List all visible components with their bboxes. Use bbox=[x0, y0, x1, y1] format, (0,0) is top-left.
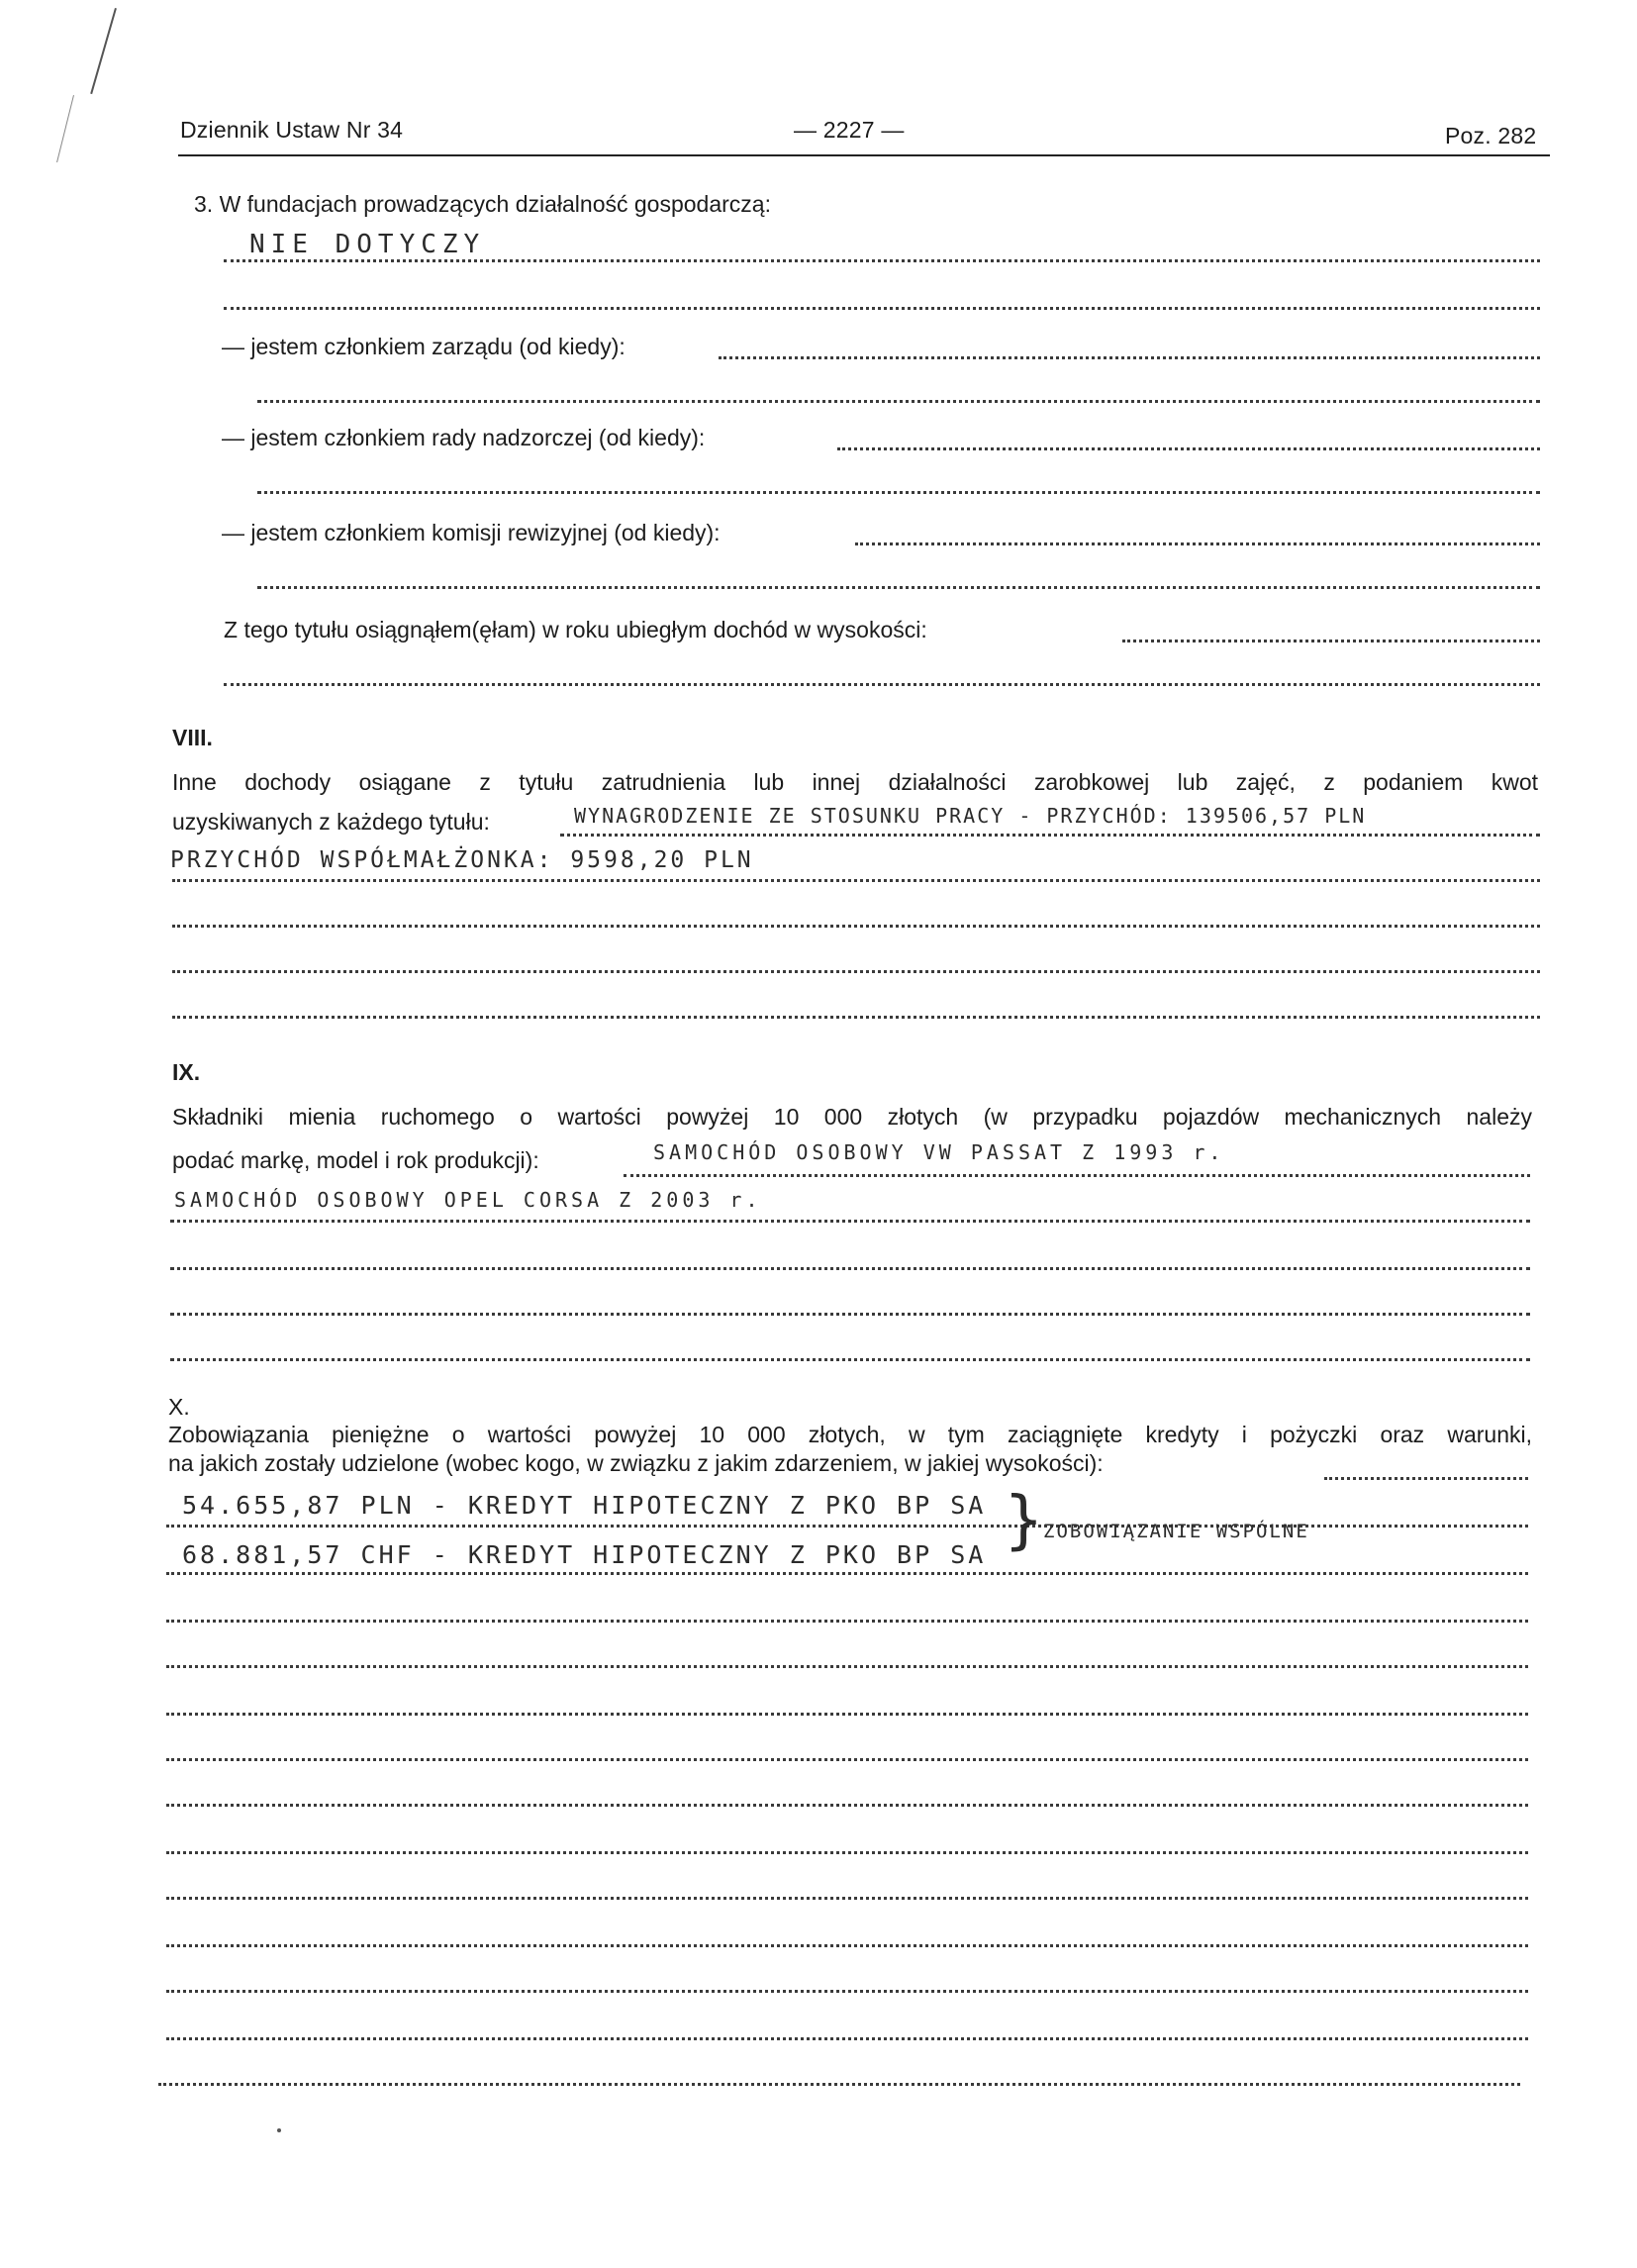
answer-line bbox=[170, 1267, 1530, 1270]
answer-line bbox=[170, 1220, 1530, 1223]
answer-line bbox=[166, 1713, 1528, 1716]
answer-line bbox=[257, 400, 1540, 403]
answer-line bbox=[624, 1174, 1530, 1177]
x-handwritten-joint-note: ZOBOWIĄZANIE WSPÓLNE bbox=[1043, 1521, 1309, 1542]
answer-line bbox=[1122, 640, 1540, 642]
section-ix-text: Składniki mienia ruchomego o wartości powyżej 10 000 złotych (w przypadku pojazdów mechanicznych należy bbox=[172, 1104, 1532, 1130]
answer-line bbox=[166, 1990, 1528, 1993]
answer-line bbox=[224, 683, 1540, 686]
answer-line bbox=[166, 1572, 1528, 1575]
answer-line bbox=[172, 879, 1540, 882]
answer-line bbox=[172, 970, 1540, 973]
answer-line bbox=[170, 1358, 1530, 1361]
header-journal-title: Dziennik Ustaw Nr 34 bbox=[180, 117, 404, 143]
income-label: Z tego tytułu osiągnąłem(ęłam) w roku ubiegłym dochód w wysokości: bbox=[224, 617, 927, 642]
x-handwritten-chf-loan: 68.881,57 CHF - KREDYT HIPOTECZNY Z PKO BP SA bbox=[182, 1540, 987, 1569]
answer-line bbox=[170, 1313, 1530, 1316]
answer-line bbox=[719, 356, 1540, 359]
ix-handwritten-car-2: SAMOCHÓD OSOBOWY OPEL CORSA Z 2003 r. bbox=[174, 1188, 762, 1212]
viii-handwritten-salary: WYNAGRODZENIE ZE STOSUNKU PRACY - PRZYCHÓD: 139506,57 PLN bbox=[574, 804, 1367, 828]
audit-committee-label: — jestem członkiem komisji rewizyjnej (od kiedy): bbox=[222, 520, 721, 545]
scan-speck bbox=[277, 2128, 281, 2132]
answer-line bbox=[257, 586, 1540, 589]
answer-line bbox=[166, 1804, 1528, 1807]
answer-line bbox=[837, 447, 1540, 450]
answer-line bbox=[172, 1016, 1540, 1019]
answer-line bbox=[166, 1944, 1528, 1947]
section-ix-text-cont: podać markę, model i rok produkcji): bbox=[172, 1147, 539, 1173]
section-x-text: Zobowiązania pieniężne o wartości powyżej 10 000 złotych, w tym zaciągnięte kredyty i pożyczki oraz warunki, bbox=[168, 1422, 1532, 1447]
joint-obligation-brace: } bbox=[1004, 1484, 1044, 1557]
answer-line bbox=[166, 1851, 1528, 1854]
supervisory-board-label: — jestem członkiem rady nadzorczej (od kiedy): bbox=[222, 425, 706, 450]
answer-line bbox=[166, 1665, 1528, 1668]
answer-line bbox=[166, 1525, 1528, 1528]
scan-mark bbox=[56, 95, 74, 162]
header-position: Poz. 282 bbox=[1445, 123, 1537, 148]
item3-handwritten-answer: NIE DOTYCZY bbox=[249, 230, 486, 259]
answer-line bbox=[158, 2083, 1520, 2086]
answer-line bbox=[172, 925, 1540, 928]
section-ix-heading: IX. bbox=[172, 1059, 201, 1085]
answer-line bbox=[224, 259, 1540, 262]
answer-line bbox=[224, 307, 1540, 310]
answer-line bbox=[166, 1897, 1528, 1900]
answer-line bbox=[1324, 1477, 1528, 1480]
x-handwritten-pln-loan: 54.655,87 PLN - KREDYT HIPOTECZNY Z PKO BP SA bbox=[182, 1491, 987, 1520]
board-member-label: — jestem członkiem zarządu (od kiedy): bbox=[222, 334, 626, 359]
answer-line bbox=[560, 834, 1540, 837]
section-x-text-cont: na jakich zostały udzielone (wobec kogo, w związku z jakim zdarzeniem, w jakiej wysokości): bbox=[168, 1450, 1104, 1476]
answer-line bbox=[166, 2037, 1528, 2040]
header-divider bbox=[178, 154, 1550, 156]
scan-mark bbox=[90, 8, 117, 94]
answer-line bbox=[855, 542, 1540, 545]
header-page-number: — 2227 — bbox=[794, 117, 905, 143]
section-viii-text: Inne dochody osiągane z tytułu zatrudnienia lub innej działalności zarobkowej lub zajęć, z podaniem kwot bbox=[172, 769, 1538, 795]
section-viii-heading: VIII. bbox=[172, 725, 213, 750]
ix-handwritten-car-1: SAMOCHÓD OSOBOWY VW PASSAT Z 1993 r. bbox=[653, 1140, 1225, 1164]
section-x-heading: X. bbox=[168, 1394, 190, 1420]
answer-line bbox=[166, 1620, 1528, 1623]
section-viii-text-cont: uzyskiwanych z każdego tytułu: bbox=[172, 809, 490, 835]
answer-line bbox=[257, 491, 1540, 494]
item3-label: 3. W fundacjach prowadzących działalność gospodarczą: bbox=[194, 191, 771, 217]
answer-line bbox=[166, 1758, 1528, 1761]
viii-handwritten-spouse-income: PRZYCHÓD WSPÓŁMAŁŻONKA: 9598,20 PLN bbox=[170, 847, 754, 873]
